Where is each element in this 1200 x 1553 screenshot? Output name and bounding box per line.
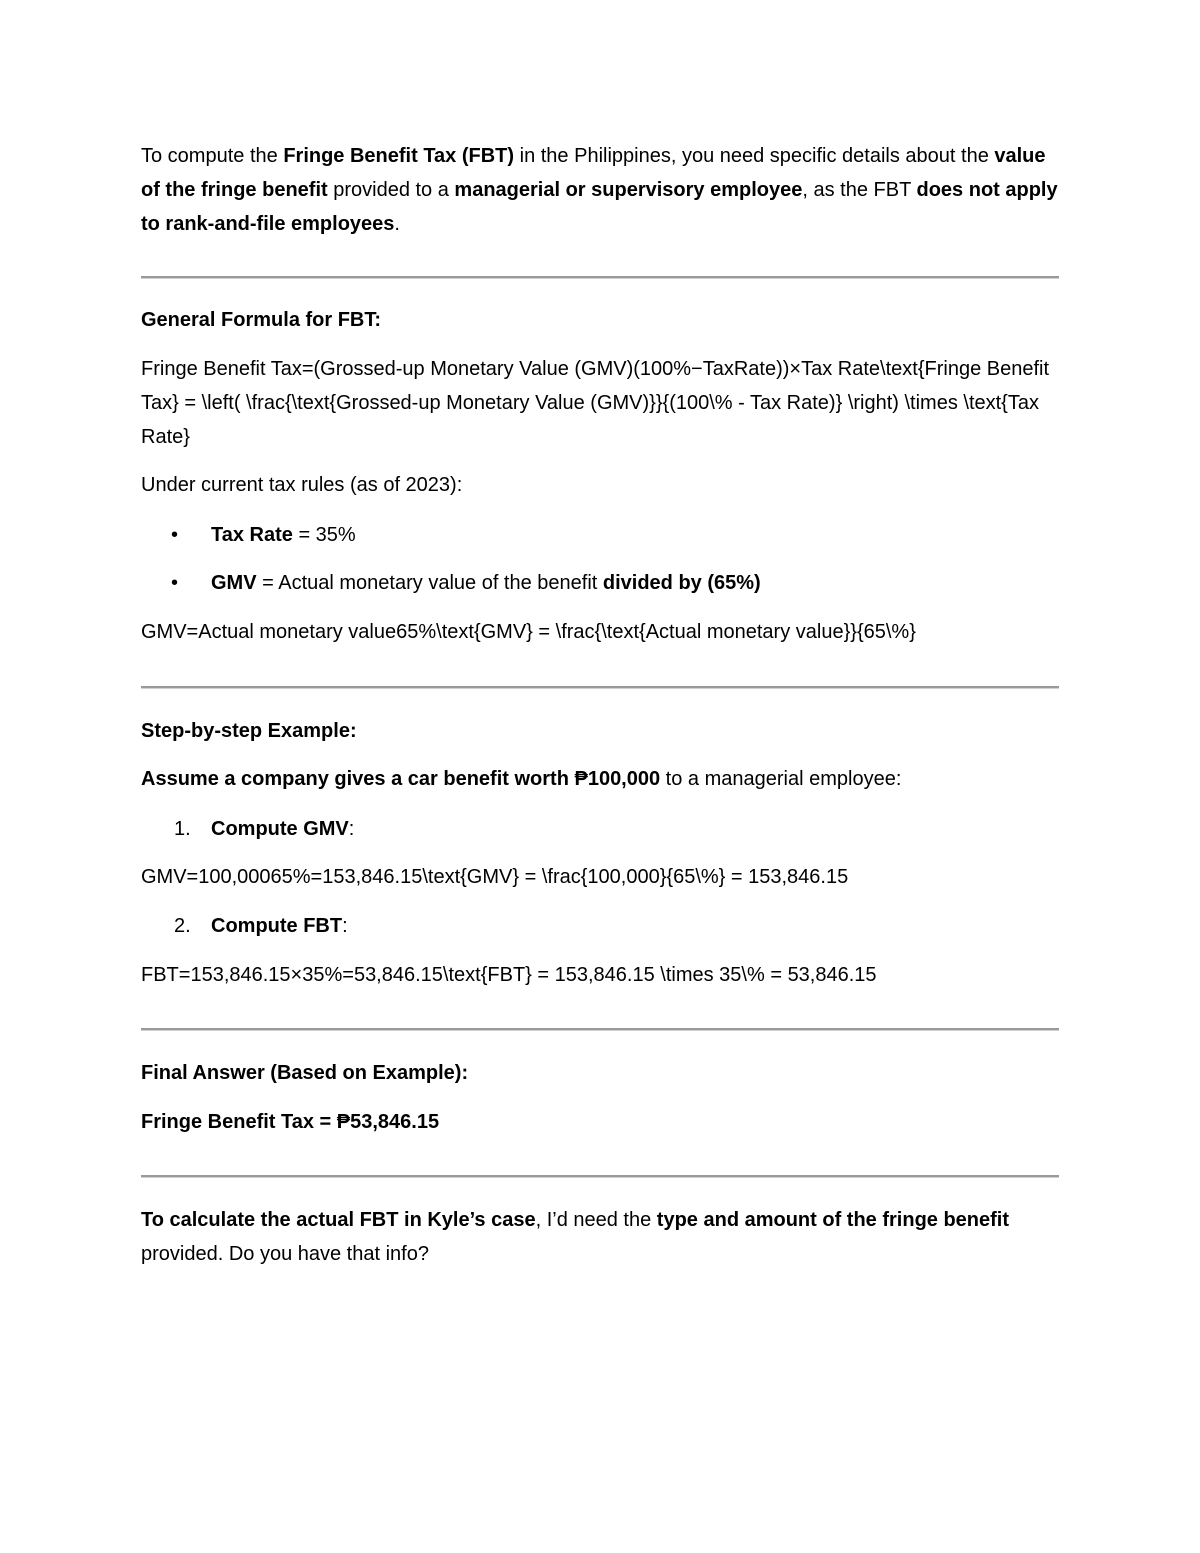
bullet-icon: • (171, 572, 179, 594)
intro-text-1: To compute the (141, 145, 284, 167)
divider-2 (141, 686, 1059, 689)
bullet-gmv-text: = Actual monetary value of the benefit (256, 572, 603, 594)
closing-bold-1: To calculate the actual FBT in Kyle’s case (141, 1209, 536, 1231)
bullet-gmv-label: GMV (211, 572, 257, 594)
closing-text-1: , I’d need the (535, 1209, 657, 1231)
bullet-gmv (211, 566, 1059, 600)
step-1-colon: : (348, 818, 355, 840)
bullet-tax-rate-text: = 35% (292, 524, 356, 546)
step-1-label: Compute GMV (211, 818, 349, 840)
closing-text-2: provided. Do you have that info? (141, 1243, 429, 1265)
example-assumption (141, 762, 1059, 796)
intro-bold-managerial: managerial or supervisory employee (454, 179, 803, 201)
general-formula-text: Fringe Benefit Tax=(Grossed-up Monetary Value (GMV)(100%−TaxRate))×Tax Rate\text{Fringe Benefit Tax} = \left( \frac{\text{Grossed-up Monetary Value (GMV)}}{(100\% - Tax Rate)} \right) \times \text{Tax Rate} (141, 358, 1050, 448)
bullet-gmv-divided: divided by (65%) (602, 572, 761, 594)
example-assumption-rest: to a managerial employee: (660, 768, 902, 790)
step-2-label: Compute FBT (211, 915, 343, 937)
intro-paragraph (141, 139, 1059, 241)
bullet-tax-rate (211, 518, 1059, 552)
intro-text-4: , as the FBT (802, 179, 917, 201)
closing-bold-2: type and amount of the fringe benefit (656, 1209, 1010, 1231)
step-2 (211, 909, 1059, 943)
example-assumption-bold: Assume a company gives a car benefit worth ₱100,000 (141, 768, 661, 790)
intro-text-2: in the Philippines, you need specific details about the (514, 145, 995, 167)
intro-text-3: provided to a (327, 179, 455, 201)
step-1 (211, 812, 1059, 846)
intro-bold-does-not-apply: does not apply to rank-and-file employees (141, 179, 1058, 235)
divider-4 (141, 1175, 1059, 1178)
step-1-number: 1. (174, 818, 191, 840)
final-heading: Final Answer (Based on Example): (141, 1062, 469, 1084)
closing-paragraph (141, 1203, 1059, 1271)
general-formula-heading: General Formula for FBT: (141, 309, 382, 331)
bullet-tax-rate-label: Tax Rate (211, 524, 293, 546)
step-2-formula: FBT=153,846.15×35%=53,846.15\text{FBT} = 153,846.15 \times 35\% = 53,846.15 (141, 964, 877, 986)
rules-intro: Under current tax rules (as of 2023): (141, 474, 463, 496)
divider-3 (141, 1028, 1059, 1031)
divider-1 (141, 276, 1059, 279)
intro-bold-fbt: Fringe Benefit Tax (FBT) (283, 145, 515, 167)
step-2-colon: : (342, 915, 348, 937)
intro-text-5: . (394, 213, 400, 235)
step-1-formula: GMV=100,00065%=153,846.15\text{GMV} = \frac{100,000}{65\%} = 153,846.15 (141, 866, 849, 888)
intro-bold-value: value of the fringe benefit (141, 145, 1046, 201)
final-answer: Fringe Benefit Tax = ₱53,846.15 (141, 1111, 440, 1133)
bullet-icon: • (171, 524, 179, 546)
step-2-number: 2. (174, 915, 191, 937)
example-heading: Step-by-step Example: (141, 720, 357, 742)
gmv-formula: GMV=Actual monetary value65%\text{GMV} = \frac{\text{Actual monetary value}}{65\%} (141, 621, 916, 643)
